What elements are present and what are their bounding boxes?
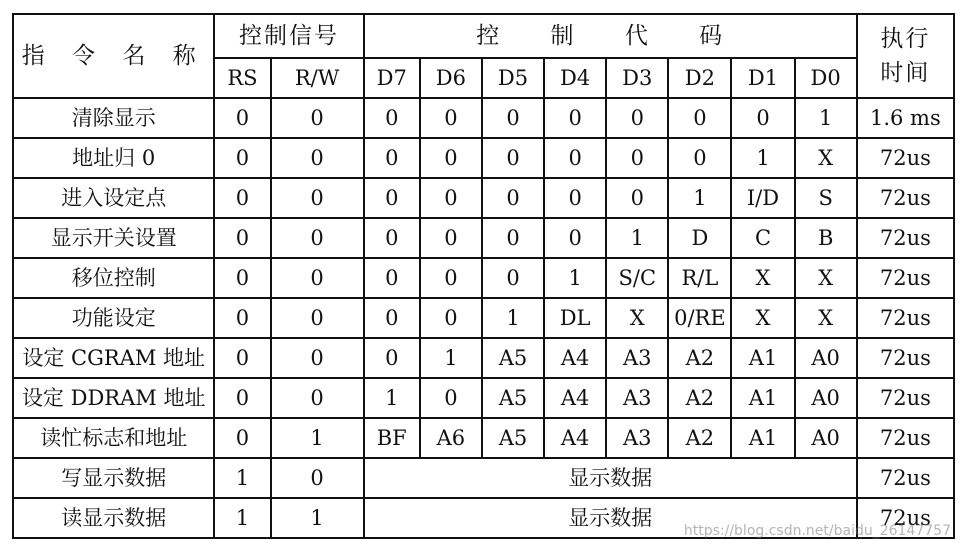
col-header-rs: RS (214, 58, 270, 98)
data-bit-cell: 1 (795, 98, 857, 138)
exec-time-cell: 72us (857, 218, 954, 258)
data-bit-cell: B (795, 218, 857, 258)
rs-cell: 0 (214, 98, 270, 138)
table-row (13, 338, 954, 378)
data-bit-cell: 0 (668, 98, 731, 138)
data-bit-cell: 0/RE (668, 298, 731, 338)
header-row-1 (13, 14, 954, 58)
exec-time-cell: 72us (857, 258, 954, 298)
col-header-d7: D7 (364, 58, 420, 98)
data-bit-cell: BF (364, 418, 420, 458)
table-row (13, 258, 954, 298)
data-bit-cell: 0 (668, 138, 731, 178)
data-bit-cell: S (795, 178, 857, 218)
data-bit-cell: A0 (795, 418, 857, 458)
instruction-name-cell: 写显示数据 (13, 458, 214, 498)
exec-time-cell: 72us (857, 378, 954, 418)
col-header-d1: D1 (731, 58, 794, 98)
data-bit-cell: 0 (544, 218, 606, 258)
watermark: https://blog.csdn.net/baidu_26147757 (683, 523, 951, 539)
table-row (13, 178, 954, 218)
table-row (13, 298, 954, 338)
data-bit-cell: 0 (606, 178, 668, 218)
rw-cell: 0 (271, 378, 364, 418)
rw-cell: 0 (271, 138, 364, 178)
instruction-name-cell: 移位控制 (13, 258, 214, 298)
exec-time-cell: 72us (857, 498, 954, 538)
instruction-name-cell: 读显示数据 (13, 498, 214, 538)
rs-cell: 0 (214, 218, 270, 258)
rs-cell: 0 (214, 378, 270, 418)
col-header-d3: D3 (606, 58, 668, 98)
exec-time-cell: 72us (857, 138, 954, 178)
data-bit-cell: 1 (482, 298, 544, 338)
data-bit-cell: A6 (420, 418, 482, 458)
data-bit-cell: 0 (606, 138, 668, 178)
data-bit-cell: X (731, 298, 794, 338)
data-bit-cell: 0 (420, 378, 482, 418)
data-bit-cell: A5 (482, 418, 544, 458)
data-bit-cell: 0 (544, 98, 606, 138)
data-bit-cell: 1 (544, 258, 606, 298)
rw-cell: 1 (271, 498, 364, 538)
instruction-name-cell: 显示开关设置 (13, 218, 214, 258)
instruction-table (12, 13, 955, 539)
data-bit-cell: 0 (364, 98, 420, 138)
data-bit-cell: 0 (420, 218, 482, 258)
rw-cell: 0 (271, 98, 364, 138)
rs-cell: 0 (214, 418, 270, 458)
data-bit-cell: 0 (364, 178, 420, 218)
data-bit-cell: A0 (795, 378, 857, 418)
data-bit-cell: A1 (731, 338, 794, 378)
data-bit-cell: A5 (482, 378, 544, 418)
rs-cell: 0 (214, 258, 270, 298)
data-bit-cell: A4 (544, 378, 606, 418)
table-row (13, 418, 954, 458)
instruction-name-cell: 读忙标志和地址 (13, 418, 214, 458)
data-bit-cell: S/C (606, 258, 668, 298)
data-bit-cell: C (731, 218, 794, 258)
rw-cell: 0 (271, 258, 364, 298)
data-bit-cell: 0 (482, 218, 544, 258)
data-bit-cell: 0 (420, 178, 482, 218)
col-header-name: 指 令 名 称 (13, 14, 214, 98)
exec-time-cell: 72us (857, 338, 954, 378)
col-header-control-signal: 控制信号 (214, 14, 363, 58)
exec-time-cell: 72us (857, 458, 954, 498)
data-bit-cell: 0 (420, 98, 482, 138)
data-bit-cell: A0 (795, 338, 857, 378)
display-data-cell: 显示数据 (364, 458, 857, 498)
rw-cell: 1 (271, 418, 364, 458)
data-bit-cell: A3 (606, 378, 668, 418)
data-bit-cell: A2 (668, 338, 731, 378)
data-bit-cell: 1 (420, 338, 482, 378)
data-bit-cell: 0 (364, 138, 420, 178)
rs-cell: 1 (214, 458, 270, 498)
data-bit-cell: A2 (668, 378, 731, 418)
data-bit-cell: 0 (482, 178, 544, 218)
data-bit-cell: A5 (482, 338, 544, 378)
table-row (13, 498, 954, 538)
table-body (13, 98, 954, 538)
rs-cell: 0 (214, 298, 270, 338)
col-header-d4: D4 (544, 58, 606, 98)
col-header-exec-time: 执行时间 (857, 14, 954, 98)
table-row (13, 138, 954, 178)
instruction-name-cell: 地址归 0 (13, 138, 214, 178)
data-bit-cell: 0 (544, 138, 606, 178)
col-header-d0: D0 (795, 58, 857, 98)
data-bit-cell: A4 (544, 338, 606, 378)
table-row (13, 458, 954, 498)
display-data-cell: 显示数据 (364, 498, 857, 538)
exec-time-cell: 72us (857, 178, 954, 218)
data-bit-cell: 0 (482, 258, 544, 298)
data-bit-cell: 0 (364, 258, 420, 298)
data-bit-cell: X (606, 298, 668, 338)
table-row (13, 218, 954, 258)
exec-time-cell: 72us (857, 418, 954, 458)
rs-cell: 0 (214, 338, 270, 378)
table-row (13, 98, 954, 138)
data-bit-cell: 0 (364, 338, 420, 378)
rw-cell: 0 (271, 218, 364, 258)
data-bit-cell: 0 (482, 138, 544, 178)
data-bit-cell: 0 (364, 218, 420, 258)
instruction-name-cell: 清除显示 (13, 98, 214, 138)
data-bit-cell: 0 (420, 298, 482, 338)
data-bit-cell: A3 (606, 418, 668, 458)
data-bit-cell: 1 (606, 218, 668, 258)
data-bit-cell: 1 (668, 178, 731, 218)
data-bit-cell: X (795, 138, 857, 178)
data-bit-cell: 1 (364, 378, 420, 418)
col-header-d5: D5 (482, 58, 544, 98)
data-bit-cell: A1 (731, 418, 794, 458)
rw-cell: 0 (271, 178, 364, 218)
col-header-rw: R/W (271, 58, 364, 98)
data-bit-cell: X (795, 298, 857, 338)
col-header-d6: D6 (420, 58, 482, 98)
data-bit-cell: I/D (731, 178, 794, 218)
data-bit-cell: R/L (668, 258, 731, 298)
data-bit-cell: X (731, 258, 794, 298)
data-bit-cell: 0 (420, 258, 482, 298)
instruction-name-cell: 进入设定点 (13, 178, 214, 218)
exec-time-cell: 72us (857, 298, 954, 338)
data-bit-cell: 0 (364, 298, 420, 338)
instruction-name-cell: 功能设定 (13, 298, 214, 338)
rw-cell: 0 (271, 298, 364, 338)
data-bit-cell: 0 (544, 178, 606, 218)
data-bit-cell: A4 (544, 418, 606, 458)
data-bit-cell: D (668, 218, 731, 258)
exec-time-cell: 1.6 ms (857, 98, 954, 138)
data-bit-cell: 0 (482, 98, 544, 138)
rs-cell: 0 (214, 138, 270, 178)
rw-cell: 0 (271, 338, 364, 378)
data-bit-cell: A3 (606, 338, 668, 378)
data-bit-cell: X (795, 258, 857, 298)
instruction-name-cell: 设定 DDRAM 地址 (13, 378, 214, 418)
data-bit-cell: 1 (731, 138, 794, 178)
col-header-d2: D2 (668, 58, 731, 98)
data-bit-cell: 0 (420, 138, 482, 178)
col-header-control-code: 控 制 代 码 (364, 14, 857, 58)
table-row (13, 378, 954, 418)
data-bit-cell: A2 (668, 418, 731, 458)
rs-cell: 0 (214, 178, 270, 218)
data-bit-cell: A1 (731, 378, 794, 418)
rs-cell: 1 (214, 498, 270, 538)
instruction-name-cell: 设定 CGRAM 地址 (13, 338, 214, 378)
data-bit-cell: DL (544, 298, 606, 338)
data-bit-cell: 0 (731, 98, 794, 138)
data-bit-cell: 0 (606, 98, 668, 138)
rw-cell: 0 (271, 458, 364, 498)
